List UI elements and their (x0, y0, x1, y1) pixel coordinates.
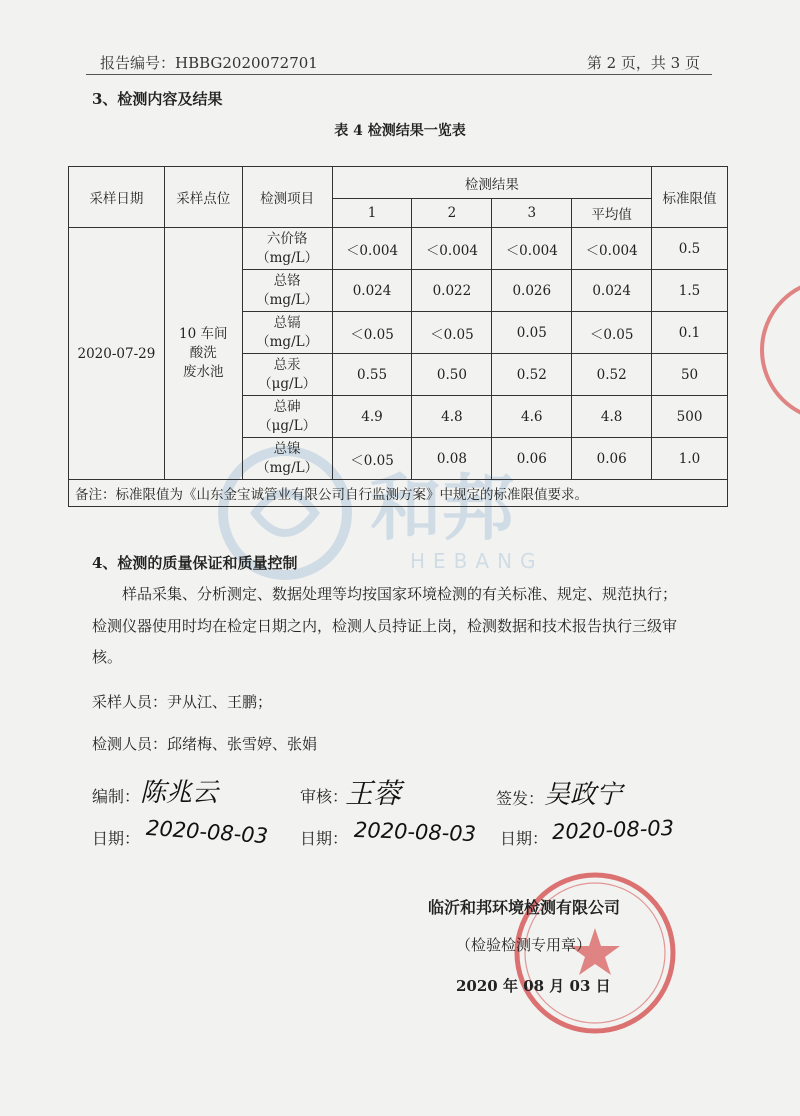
average-cell: ＜0.004 (572, 228, 652, 270)
page-indicator: 第 2 页，共 3 页 (586, 54, 700, 72)
average-cell: 4.8 (572, 396, 652, 438)
average-cell: 0.06 (572, 438, 652, 480)
result-cell: ＜0.004 (332, 228, 412, 270)
average-cell: 0.024 (572, 270, 652, 312)
test-item-unit: （μg/L） (258, 375, 317, 392)
test-item-unit: （μg/L） (258, 417, 317, 434)
company-name: 临沂和邦环境检测有限公司 (428, 898, 621, 917)
result-cell: ＜0.05 (412, 312, 492, 354)
test-item-unit: （mg/L） (256, 459, 319, 476)
watermark-logo-sub: HEBANG (410, 549, 544, 573)
header-result-3: 3 (492, 199, 572, 228)
limit-cell: 1.0 (652, 438, 728, 480)
issue-date: 2020 年 08 月 03 日 (456, 977, 611, 995)
result-cell: 0.06 (492, 438, 572, 480)
testing-staff: 检测人员：邱绪梅、张雪婷、张娟 (92, 735, 318, 753)
approve-signature: 吴政宁 (544, 780, 623, 810)
qa-paragraph-line-3: 核。 (92, 648, 123, 666)
header-limit: 标准限值 (652, 167, 728, 228)
table-row (69, 228, 728, 270)
result-cell: 0.05 (492, 312, 572, 354)
limit-cell: 500 (652, 396, 728, 438)
compile-signature: 陈兆云 (140, 778, 219, 808)
result-cell: 0.50 (412, 354, 492, 396)
result-cell: 0.022 (412, 270, 492, 312)
result-cell: 0.024 (332, 270, 412, 312)
header-average: 平均值 (572, 199, 652, 228)
compile-label: 编制： (92, 787, 141, 806)
limit-cell: 50 (652, 354, 728, 396)
date-label-2: 日期： (300, 829, 349, 848)
watermark-logo-text: 和邦 (370, 466, 515, 550)
average-cell: 0.52 (572, 354, 652, 396)
limit-cell: 1.5 (652, 270, 728, 312)
report-number: 报告编号：HBBG2020072701 (100, 54, 318, 72)
test-item-name: 总砷 (273, 398, 301, 415)
approve-date: 2020-08-03 (551, 815, 675, 845)
review-label: 审核： (300, 787, 349, 806)
table-caption: 表 4 检测结果一览表 (334, 123, 466, 139)
sampling-staff: 采样人员：尹从江、王鹏； (92, 693, 273, 711)
test-item-name: 六价铬 (266, 230, 308, 247)
header-result-1: 1 (332, 199, 412, 228)
result-cell: 0.52 (492, 354, 572, 396)
qa-paragraph-line-1: 样品采集、分析测定、数据处理等均按国家环境检测的有关标准、规定、规范执行； (122, 585, 678, 603)
sampling-date-cell: 2020-07-29 (69, 228, 165, 480)
test-item-unit: （mg/L） (256, 291, 319, 308)
result-cell: ＜0.05 (332, 438, 412, 480)
test-item-cell (242, 396, 332, 438)
test-item-unit: （mg/L） (256, 333, 319, 350)
partial-seal-stamp (752, 270, 800, 430)
header-sampling-point: 采样点位 (164, 167, 242, 228)
sampling-point-cell (164, 228, 242, 480)
header-sampling-date: 采样日期 (69, 167, 165, 228)
test-item-cell (242, 228, 332, 270)
result-cell: 4.8 (412, 396, 492, 438)
test-item-cell (242, 312, 332, 354)
section-3-title: 3、检测内容及结果 (92, 90, 223, 108)
header-divider (86, 74, 712, 75)
result-cell: 0.026 (492, 270, 572, 312)
result-cell: ＜0.004 (412, 228, 492, 270)
results-table (68, 166, 728, 507)
header-results: 检测结果 (332, 167, 652, 199)
section-4-title: 4、检测的质量保证和质量控制 (92, 554, 298, 572)
average-cell: ＜0.05 (572, 312, 652, 354)
result-cell: ＜0.05 (332, 312, 412, 354)
limit-cell: 0.1 (652, 312, 728, 354)
result-cell: 0.55 (332, 354, 412, 396)
qa-paragraph-line-2: 检测仪器使用时均在检定日期之内，检测人员持证上岗，检测数据和技术报告执行三级审 (92, 617, 678, 635)
test-item-name: 总汞 (273, 356, 301, 373)
table-note: 备注：标准限值为《山东金宝诚管业有限公司自行监测方案》中规定的标准限值要求。 (69, 480, 728, 507)
test-item-name: 总铬 (273, 272, 301, 289)
result-cell: 0.08 (412, 438, 492, 480)
result-cell: 4.9 (332, 396, 412, 438)
result-cell: 4.6 (492, 396, 572, 438)
date-label-3: 日期： (500, 829, 549, 848)
compile-date: 2020-08-03 (145, 815, 269, 849)
date-label-1: 日期： (92, 829, 141, 848)
test-item-unit: （mg/L） (256, 249, 319, 266)
test-item-cell (242, 354, 332, 396)
location-line: 10 车间 (179, 326, 228, 342)
review-signature: 王蓉 (345, 777, 402, 810)
location-line: 废水池 (182, 364, 224, 380)
header-test-item: 检测项目 (242, 167, 332, 228)
stamp-note: （检验检测专用章） (456, 936, 592, 954)
review-date: 2020-08-03 (353, 817, 477, 847)
result-cell: ＜0.004 (492, 228, 572, 270)
header-result-2: 2 (412, 199, 492, 228)
approve-label: 签发： (496, 789, 545, 808)
test-item-cell (242, 270, 332, 312)
test-item-name: 总镍 (273, 440, 301, 457)
limit-cell: 0.5 (652, 228, 728, 270)
test-item-name: 总镉 (273, 314, 301, 331)
test-item-cell (242, 438, 332, 480)
location-line: 酸洗 (189, 345, 217, 361)
